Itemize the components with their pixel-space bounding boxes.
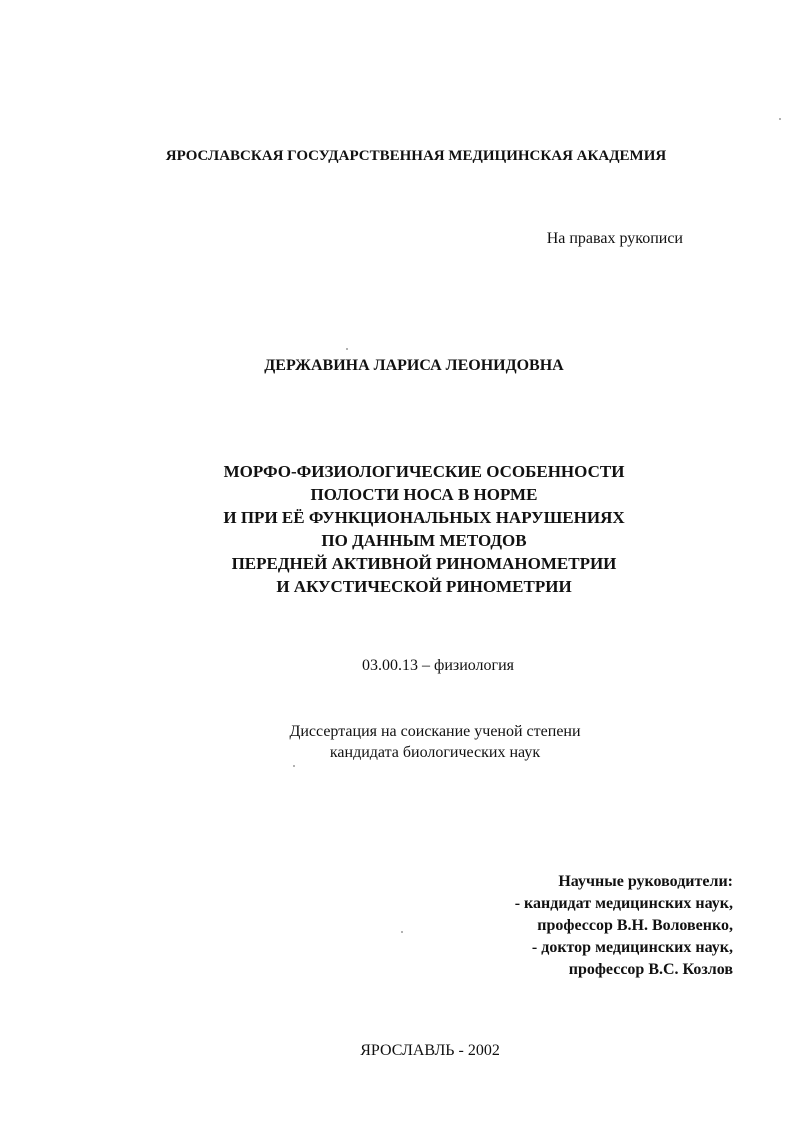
dissertation-degree <box>0 721 793 763</box>
title-line: ПОЛОСТИ НОСА В НОРМЕ <box>310 485 538 504</box>
supervisor-line: профессор В.С. Козлов <box>568 961 733 978</box>
title-line: МОРФО-ФИЗИОЛОГИЧЕСКИЕ ОСОБЕННОСТИ <box>223 462 625 481</box>
dissertation-title <box>0 460 793 598</box>
scan-speck <box>401 931 403 933</box>
author-name: ДЕРЖАВИНА ЛАРИСА ЛЕОНИДОВНА <box>264 357 564 374</box>
supervisor-line: - кандидат медицинских наук, <box>514 895 733 912</box>
supervisor-line: профессор В.Н. Воловенко, <box>537 917 733 934</box>
institution-name: ЯРОСЛАВСКАЯ ГОСУДАРСТВЕННАЯ МЕДИЦИНСКАЯ АКАДЕМИЯ <box>165 148 667 164</box>
city-year: ЯРОСЛАВЛЬ - 2002 <box>360 1042 500 1059</box>
degree-line: Диссертация на соискание ученой степени <box>289 723 581 740</box>
scan-speck <box>293 765 295 767</box>
manuscript-note: На правах рукописи <box>546 230 683 247</box>
title-line: И АКУСТИЧЕСКОЙ РИНОМЕТРИИ <box>276 577 572 596</box>
title-line: ПО ДАННЫМ МЕТОДОВ <box>321 531 527 550</box>
scan-speck <box>779 118 781 120</box>
supervisors-heading: Научные руководители: <box>558 873 733 890</box>
specialty-code: 03.00.13 – физиология <box>361 657 515 674</box>
supervisor-line: - доктор медицинских наук, <box>531 939 733 956</box>
supervisors-block <box>515 871 733 981</box>
title-line: И ПРИ ЕЁ ФУНКЦИОНАЛЬНЫХ НАРУШЕНИЯХ <box>223 508 625 527</box>
title-line: ПЕРЕДНЕЙ АКТИВНОЙ РИНОМАНОМЕТРИИ <box>231 554 617 573</box>
scan-speck <box>346 348 348 350</box>
degree-line: кандидата биологических наук <box>329 744 541 761</box>
